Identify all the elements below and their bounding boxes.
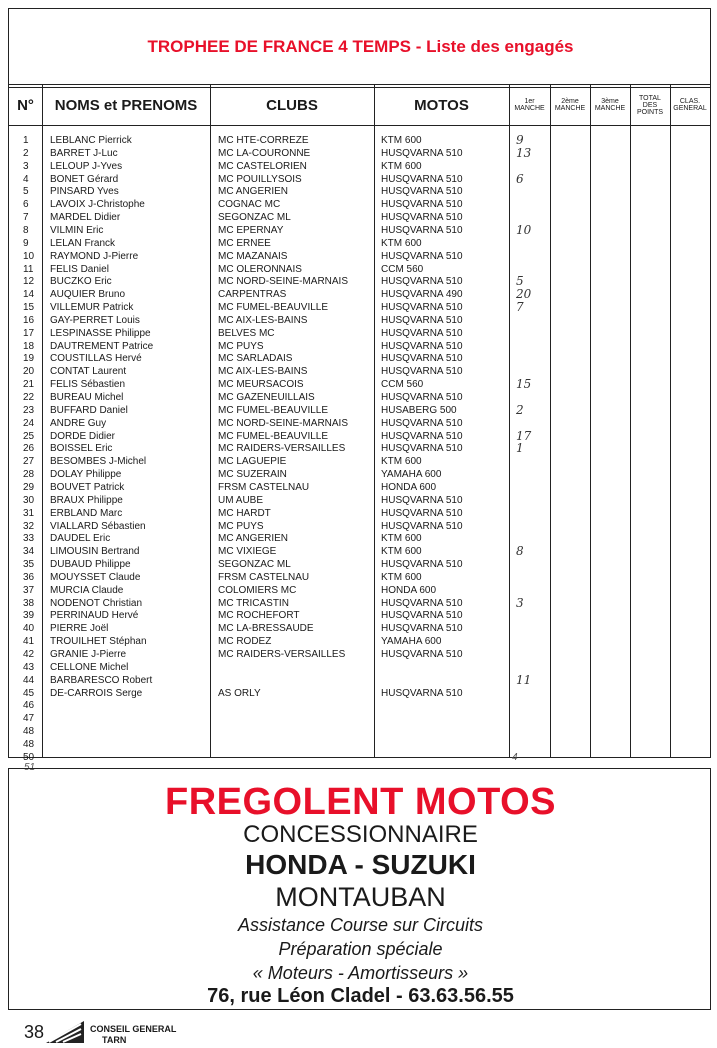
row-moto: HUSQVARNA 510 [381, 520, 463, 532]
row-name: AUQUIER Bruno [50, 289, 126, 301]
row-club: MC LA-COURONNE [218, 147, 311, 159]
row-number: 21 [23, 379, 35, 391]
row-name: LIMOUSIN Bertrand [50, 546, 140, 558]
row-club: MC GAZENEUILLAIS [218, 392, 315, 403]
col-header-names: NOMS et PRENOMS [54, 96, 198, 114]
ad-tagline-3: « Moteurs - Amortisseurs » [252, 963, 469, 983]
conseil-general-logo-icon [46, 1021, 84, 1043]
row-name: DUBAUD Philippe [50, 559, 131, 571]
col-header-manche3: 3ème MANCHE [594, 98, 626, 112]
row-name: PERRINAUD Hervé [50, 610, 139, 622]
ad-tagline-1: Assistance Course sur Circuits [237, 915, 484, 935]
table-row [9, 572, 710, 583]
row-club: MC VIXIEGE [218, 546, 277, 558]
row-name: BOISSEL Eric [50, 443, 113, 455]
row-name: CELLONE Michel [50, 661, 129, 673]
footer-org [90, 1024, 176, 1046]
table-row [9, 171, 710, 186]
row-moto: KTM 600 [381, 237, 422, 249]
row-moto: KTM 600 [381, 546, 422, 558]
row-number: 46 [23, 700, 35, 712]
row-number: 18 [23, 340, 35, 352]
row-moto: HUSQVARNA 510 [381, 687, 463, 699]
ad-tagline-2: Préparation spéciale [278, 939, 443, 959]
row-number: 5 [23, 186, 29, 198]
row-club: MC NORD-SEINE-MARNAIS [218, 417, 349, 429]
row-number: 43 [23, 661, 35, 673]
col-header-manche2: 2ème MANCHE [554, 98, 586, 112]
table-row [9, 595, 710, 610]
row-number: 38 [23, 597, 35, 609]
table-row [9, 341, 710, 352]
row-club: MC FUMEL-BEAUVILLE [218, 430, 329, 442]
table-row [9, 302, 710, 313]
row-club: SEGONZAC ML [218, 212, 291, 224]
row-club: BELVES MC [218, 327, 275, 339]
table-row [9, 428, 710, 443]
row-club: MC PUYS [218, 340, 264, 352]
row-manche1-score: 15 [516, 377, 532, 392]
table-row [9, 328, 710, 339]
row-name: LELOUP J-Yves [50, 160, 123, 172]
row-moto: HUSQVARNA 510 [381, 327, 463, 339]
row-moto: YAMAHA 600 [381, 636, 442, 648]
table-row [9, 713, 710, 724]
row-name: LAVOIX J-Christophe [50, 199, 145, 211]
row-manche1-score: 17 [516, 428, 532, 443]
row-moto: HONDA 600 [381, 584, 437, 596]
row-name: MARDEL Didier [50, 212, 121, 224]
row-name: CONTAT Laurent [50, 366, 127, 378]
table-row [9, 688, 710, 699]
handwritten-extra-score: 4 [512, 752, 518, 763]
row-manche1-score: 13 [516, 145, 532, 160]
table-row [9, 521, 710, 532]
row-number: 42 [23, 649, 35, 660]
row-moto: HUSQVARNA 510 [381, 559, 463, 571]
row-manche1-score: 10 [516, 222, 532, 237]
row-club: COGNAC MC [218, 199, 281, 211]
table-row [9, 186, 710, 197]
row-moto: HUSQVARNA 510 [381, 186, 463, 198]
row-number: 50 [23, 751, 35, 763]
table-row [9, 353, 710, 364]
table-row [9, 276, 710, 287]
row-name: DE-CARROIS Serge [50, 687, 143, 699]
row-manche1-score: 3 [516, 595, 524, 610]
row-number: 11 [23, 263, 34, 275]
row-moto: HUSQVARNA 510 [381, 597, 463, 609]
row-club: MC LA-BRESSAUDE [218, 623, 314, 635]
row-number: 25 [23, 430, 35, 442]
row-number: 37 [23, 584, 35, 596]
col-header-no: N° [17, 96, 34, 114]
row-club: SEGONZAC ML [218, 559, 291, 571]
row-name: FELIS Daniel [50, 263, 109, 275]
row-number: 4 [23, 173, 29, 185]
row-name: DAUDEL Eric [50, 533, 111, 545]
row-club: MC PUYS [218, 520, 264, 532]
row-number: 6 [23, 199, 29, 211]
table-row [9, 212, 710, 223]
row-club: MC OLERONNAIS [218, 263, 302, 275]
col-header-motos: MOTOS [414, 96, 469, 114]
row-name: BONET Gérard [50, 173, 119, 185]
ad-city: MONTAUBAN [275, 882, 446, 912]
row-name: BUFFARD Daniel [50, 404, 128, 416]
row-club: MC HTE-CORREZE [218, 135, 309, 146]
row-name: VILMIN Eric [50, 224, 104, 236]
row-club: MC LAGUEPIE [218, 456, 287, 468]
row-club: MC HARDT [218, 507, 271, 519]
row-number: 15 [23, 302, 35, 314]
row-name: LESPINASSE Philippe [50, 327, 151, 339]
row-number: 2 [23, 147, 29, 159]
row-number: 19 [23, 353, 35, 365]
row-club: MC SARLADAIS [218, 353, 293, 365]
row-number: 3 [23, 160, 29, 172]
row-club: MC TRICASTIN [218, 597, 289, 609]
row-number: 36 [23, 571, 35, 583]
col-header-total: TOTAL DES POINTS [636, 94, 664, 116]
row-club: MC AIX-LES-BAINS [218, 314, 308, 326]
row-manche1-score: 20 [516, 287, 532, 302]
row-number: 9 [23, 237, 29, 249]
row-club: MC RAIDERS-VERSAILLES [218, 443, 346, 455]
row-moto: HUSQVARNA 510 [381, 302, 463, 314]
row-club: UM AUBE [218, 494, 264, 506]
page-title: TROPHEE DE FRANCE 4 TEMPS - Liste des engagés [147, 37, 574, 56]
row-club: AS ORLY [218, 687, 261, 699]
table-row [9, 495, 710, 506]
advertisement [8, 768, 711, 1010]
row-name: GAY-PERRET Louis [50, 314, 140, 326]
row-number: 48 [23, 726, 35, 738]
table-row [9, 418, 710, 429]
row-moto: HUSQVARNA 510 [381, 610, 463, 622]
row-number: 44 [23, 674, 35, 686]
table-row [9, 315, 710, 326]
row-moto: KTM 600 [381, 135, 422, 146]
table-row [9, 222, 710, 237]
row-manche1-score: 11 [516, 672, 532, 687]
table-row [9, 264, 710, 275]
table-row [9, 533, 710, 544]
row-number: 45 [23, 687, 35, 699]
table-row [9, 238, 710, 249]
row-club: MC EPERNAY [218, 224, 284, 236]
row-moto: HUSQVARNA 510 [381, 507, 463, 519]
row-number: 29 [23, 481, 35, 493]
row-moto: HUSQVARNA 510 [381, 276, 463, 288]
row-moto: HONDA 600 [381, 481, 437, 493]
table-row [9, 546, 710, 557]
col-header-manche1: 1er MANCHE [514, 98, 545, 112]
table-row [9, 135, 710, 146]
row-name: NODENOT Christian [50, 597, 143, 609]
row-name: BARBARESCO Robert [50, 674, 153, 686]
table-row [9, 469, 710, 480]
row-club: CARPENTRAS [218, 289, 287, 301]
row-moto: KTM 600 [381, 160, 422, 172]
row-moto: HUSQVARNA 510 [381, 417, 463, 429]
row-number: 26 [23, 443, 35, 455]
table-row [9, 456, 710, 467]
row-name: PINSARD Yves [50, 186, 119, 198]
row-moto: HUSQVARNA 510 [381, 623, 463, 635]
table-row [9, 636, 710, 647]
row-moto: HUSQVARNA 510 [381, 147, 463, 159]
row-number: 34 [23, 546, 35, 558]
row-moto: HUSQVARNA 510 [381, 392, 463, 403]
row-club: MC AIX-LES-BAINS [218, 366, 308, 378]
table-row [9, 199, 710, 210]
row-number: 41 [23, 636, 35, 648]
footer-org-line-1: CONSEIL GENERAL [90, 1024, 177, 1034]
table-row [9, 402, 710, 417]
ad-address: 76, rue Léon Cladel - 63.63.56.55 [207, 985, 514, 1007]
row-manche1-score: 6 [516, 171, 524, 186]
table-row [9, 379, 710, 390]
row-number: 23 [23, 404, 35, 416]
row-moto: KTM 600 [381, 571, 422, 583]
row-manche1-score: 2 [516, 402, 524, 417]
row-club: MC MAZANAIS [218, 250, 288, 262]
row-number: 32 [23, 520, 35, 532]
row-manche1-score: 7 [516, 300, 524, 315]
row-number: 47 [23, 713, 35, 725]
row-moto: HUSABERG 500 [381, 404, 457, 416]
row-number: 31 [23, 507, 35, 519]
row-name: RAYMOND J-Pierre [50, 250, 139, 262]
table-row [9, 366, 710, 377]
row-manche1-score: 8 [516, 544, 524, 559]
table-row [9, 585, 710, 596]
row-club: MC ANGERIEN [218, 533, 289, 545]
table-row [9, 559, 710, 570]
ad-role: CONCESSIONNAIRE [243, 821, 478, 848]
row-name: TROUILHET Stéphan [50, 636, 147, 648]
row-club: MC MEURSACOIS [218, 379, 304, 391]
row-number: 28 [23, 469, 35, 481]
row-club: MC CASTELORIEN [218, 160, 307, 172]
col-header-clubs: CLUBS [266, 96, 318, 114]
row-club: MC POUILLYSOIS [218, 173, 302, 185]
row-number: 14 [23, 289, 35, 301]
row-number: 1 [23, 135, 29, 146]
row-club: MC FUMEL-BEAUVILLE [218, 302, 329, 314]
row-club: MC NORD-SEINE-MARNAIS [218, 276, 349, 288]
row-name: LELAN Franck [50, 237, 116, 249]
row-name: VIALLARD Sébastien [50, 520, 146, 532]
row-name: DORDE Didier [50, 430, 116, 442]
row-moto: HUSQVARNA 510 [381, 430, 463, 442]
row-club: COLOMIERS MC [218, 584, 297, 596]
table-row [9, 752, 710, 763]
row-name: PIERRE Joël [50, 623, 109, 635]
row-club: MC FUMEL-BEAUVILLE [218, 404, 329, 416]
row-moto: HUSQVARNA 510 [381, 340, 463, 352]
row-moto: HUSQVARNA 490 [381, 289, 463, 301]
row-number: 10 [23, 250, 35, 262]
row-number: 33 [23, 533, 35, 545]
table-row [9, 649, 710, 660]
row-name: BESOMBES J-Michel [50, 456, 147, 468]
row-name: BARRET J-Luc [50, 147, 118, 159]
row-moto: HUSQVARNA 510 [381, 173, 463, 185]
row-manche1-score: 9 [516, 133, 524, 147]
row-name: MOUYSSET Claude [50, 571, 141, 583]
row-number: 22 [23, 392, 35, 403]
table-row [9, 145, 710, 160]
row-moto: HUSQVARNA 510 [381, 649, 463, 660]
row-moto: HUSQVARNA 510 [381, 250, 463, 262]
row-club: FRSM CASTELNAU [218, 571, 310, 583]
header-box [8, 8, 711, 88]
entrants-table [8, 84, 711, 763]
row-manche1-score: 1 [516, 441, 524, 456]
table-row [9, 700, 710, 711]
row-moto: HUSQVARNA 510 [381, 314, 463, 326]
row-number: 39 [23, 610, 35, 622]
row-name: LEBLANC Pierrick [50, 135, 132, 146]
table-row [9, 662, 710, 673]
row-name: BUCZKO Eric [50, 276, 112, 288]
row-name: DAUTREMENT Patrice [50, 340, 154, 352]
row-name: FELIS Sébastien [50, 379, 126, 391]
row-number: 27 [23, 456, 35, 468]
row-manche1-score: 5 [516, 274, 524, 289]
row-moto: HUSQVARNA 510 [381, 494, 463, 506]
row-moto: HUSQVARNA 510 [381, 212, 463, 224]
row-club: MC RAIDERS-VERSAILLES [218, 649, 346, 660]
table-row [9, 443, 710, 454]
row-moto: KTM 600 [381, 533, 422, 545]
row-moto: YAMAHA 600 [381, 469, 442, 481]
row-moto: KTM 600 [381, 456, 422, 468]
table-row [9, 508, 710, 519]
row-moto: HUSQVARNA 510 [381, 224, 463, 236]
row-name: BOUVET Patrick [50, 481, 125, 493]
footer-org-line-2: TARN [102, 1035, 127, 1045]
table-row [9, 482, 710, 493]
row-number: 20 [23, 366, 35, 378]
row-number: 7 [23, 212, 29, 224]
row-number: 48 [23, 738, 35, 750]
row-name: ERBLAND Marc [50, 507, 123, 519]
row-name: BRAUX Philippe [50, 494, 123, 506]
table-row [9, 610, 710, 621]
row-club: MC RODEZ [218, 636, 272, 648]
row-moto: HUSQVARNA 510 [381, 353, 463, 365]
row-club: FRSM CASTELNAU [218, 481, 310, 493]
row-number: 17 [23, 327, 35, 339]
row-number: 40 [23, 623, 35, 635]
table-row [9, 726, 710, 737]
row-moto: CCM 560 [381, 379, 424, 391]
table-row [9, 161, 710, 172]
row-number: 24 [23, 417, 35, 429]
table-row [9, 739, 710, 750]
row-name: VILLEMUR Patrick [50, 302, 134, 314]
row-club: MC ANGERIEN [218, 186, 289, 198]
row-name: BUREAU Michel [50, 392, 124, 403]
handwritten-extra-number: 51 [24, 762, 36, 773]
row-moto: HUSQVARNA 510 [381, 443, 463, 455]
row-name: ANDRE Guy [50, 417, 107, 429]
col-header-clas: CLAS. GENERAL [673, 98, 707, 112]
table-row [9, 251, 710, 262]
row-moto: CCM 560 [381, 263, 424, 275]
row-club: MC ERNEE [218, 237, 271, 249]
table-row [9, 623, 710, 634]
table-row [9, 289, 710, 300]
row-number: 8 [23, 224, 29, 236]
row-number: 16 [23, 314, 35, 326]
row-number: 35 [23, 559, 35, 571]
row-name: MURCIA Claude [50, 584, 124, 596]
row-name: GRANIE J-Pierre [50, 649, 127, 660]
table-row [9, 672, 710, 687]
row-number: 30 [23, 494, 35, 506]
row-number: 12 [23, 276, 35, 288]
row-name: DOLAY Philippe [50, 469, 122, 481]
row-moto: HUSQVARNA 510 [381, 366, 463, 378]
table-row [9, 392, 710, 403]
row-moto: HUSQVARNA 510 [381, 199, 463, 211]
ad-brand: FREGOLENT MOTOS [164, 781, 557, 823]
ad-makes: HONDA - SUZUKI [245, 849, 476, 880]
row-club: MC ROCHEFORT [218, 610, 300, 622]
page-number: 38 [24, 1022, 45, 1042]
row-club: MC SUZERAIN [218, 469, 287, 481]
row-name: COUSTILLAS Hervé [50, 353, 142, 365]
